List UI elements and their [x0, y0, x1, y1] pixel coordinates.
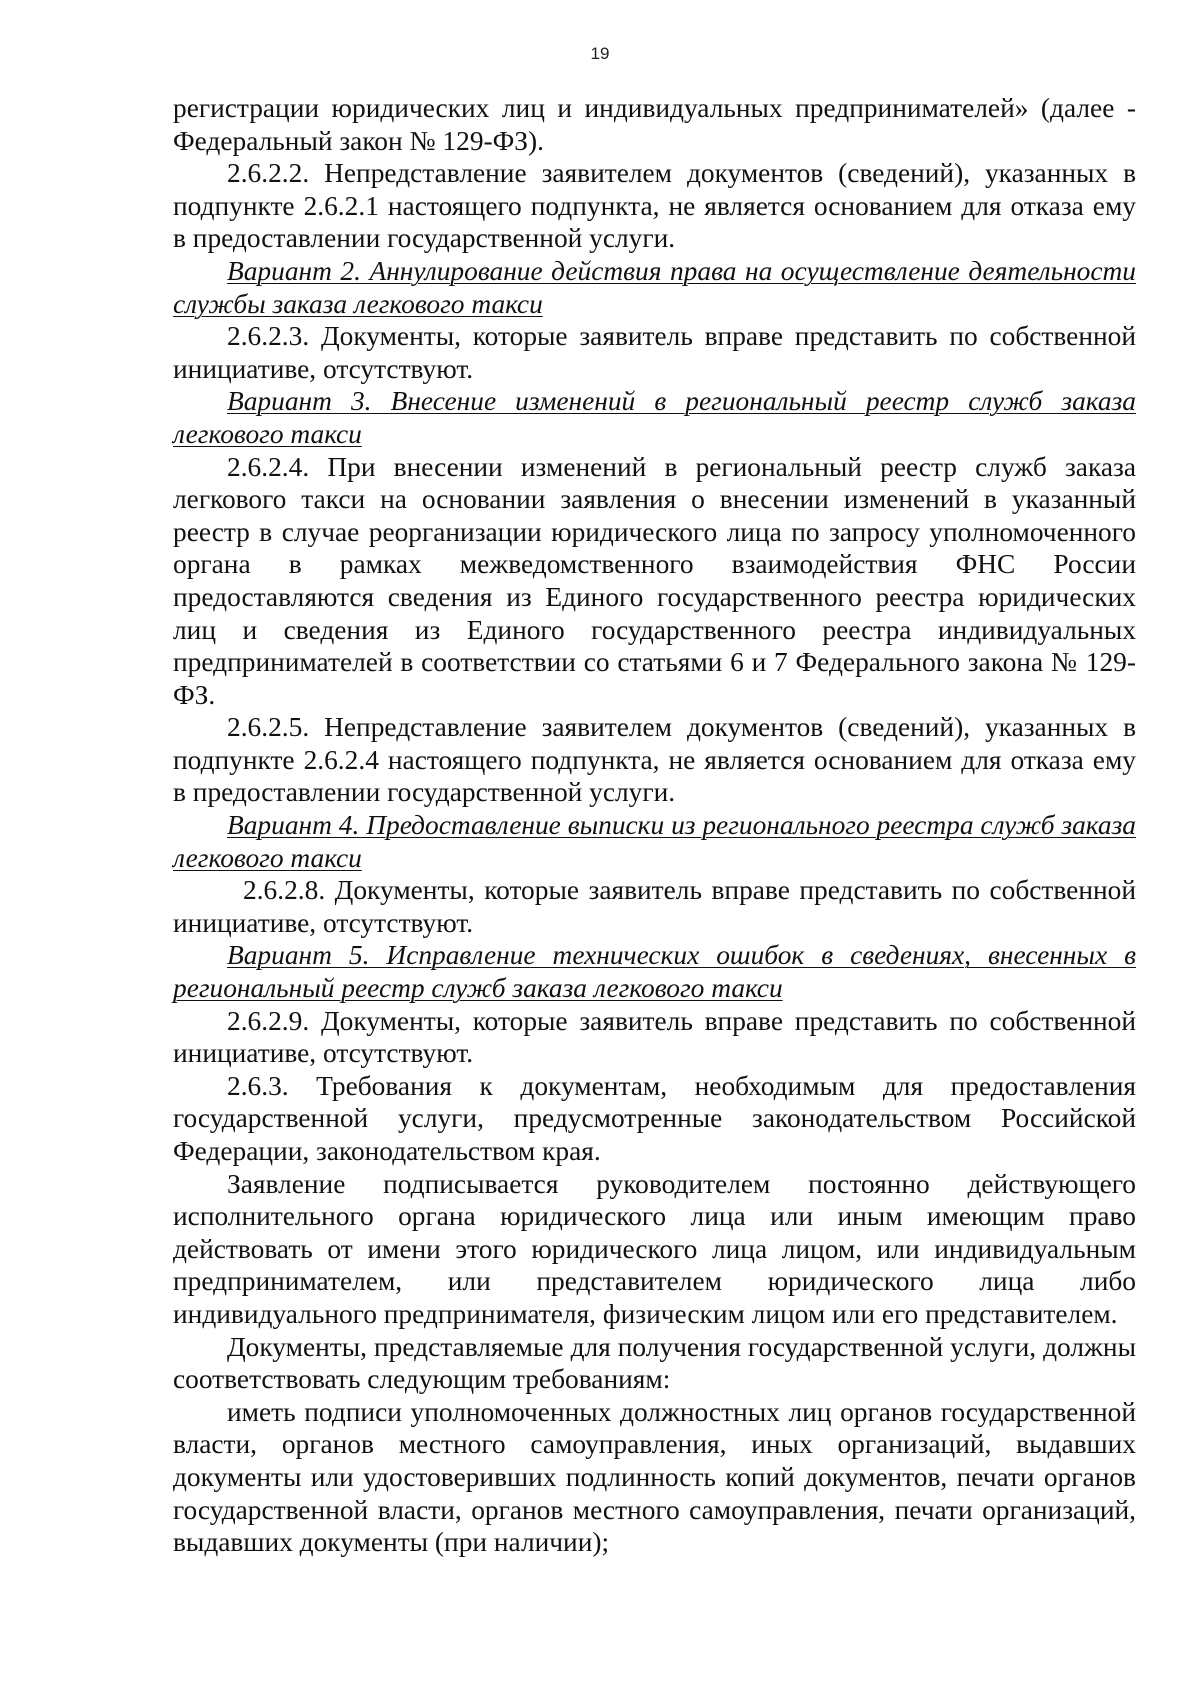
- variant-heading: Вариант 2. Аннулирование действия права на осуществление деятельности службы заказа легкового такси: [173, 255, 1136, 319]
- paragraph: 2.6.2.4. При внесении изменений в региональный реестр служб заказа легкового такси на основании заявления о внесении изменений в указанный реестр в случае реорганизации юридического лица по запросу уполномоченного органа в рамках межведомственного взаимодействия ФНС России предоставляются сведения из Единого государственного реестра юридических лиц и сведения из Единого государственного реестра индивидуальных предпринимателей в соответствии со статьями 6 и 7 Федерального закона № 129-ФЗ.: [173, 451, 1136, 710]
- paragraph: регистрации юридических лиц и индивидуальных предпринимателей» (далее - Федеральный закон № 129-ФЗ).: [173, 93, 1136, 156]
- document-body: [173, 92, 1136, 1559]
- paragraph: 2.6.2.8. Документы, которые заявитель вправе представить по собственной инициативе, отсутствуют.: [173, 875, 1136, 938]
- variant-heading: Вариант 4. Предоставление выписки из регионального реестра служб заказа легкового такси: [173, 810, 1136, 873]
- paragraph: 2.6.2.9. Документы, которые заявитель вправе представить по собственной инициативе, отсутствуют.: [173, 1005, 1136, 1069]
- paragraph: иметь подписи уполномоченных должностных лиц органов государственной власти, органов местного самоуправления, иных организаций, выдавших документы или удостоверивших подлинность копий документов, печати органов государственной власти, органов местного самоуправления, печати организаций, выдавших документы (при наличии);: [173, 1396, 1136, 1558]
- paragraph: 2.6.2.5. Непредставление заявителем документов (сведений), указанных в подпункте 2.6.2.4 настоящего подпункта, не является основанием для отказа ему в предоставлении государственной услуги.: [173, 712, 1136, 808]
- page-number: 19: [590, 44, 610, 63]
- variant-heading: Вариант 5. Исправление технических ошибок в сведениях, внесенных в региональный реестр служб заказа легкового такси: [173, 940, 1136, 1004]
- paragraph: 2.6.2.2. Непредставление заявителем документов (сведений), указанных в подпункте 2.6.2.1 настоящего подпункта, не является основанием для отказа ему в предоставлении государственной услуги.: [173, 158, 1136, 254]
- paragraph: 2.6.3. Требования к документам, необходимым для предоставления государственной услуги, предусмотренные законодательством Российской Федерации, законодательством края.: [173, 1070, 1136, 1166]
- variant-heading: Вариант 3. Внесение изменений в региональный реестр служб заказа легкового такси: [173, 386, 1136, 449]
- paragraph: Документы, представляемые для получения государственной услуги, должны соответствовать следующим требованиям:: [173, 1331, 1136, 1395]
- paragraph: Заявление подписывается руководителем постоянно действующего исполнительного органа юридического лица или иным имеющим право действовать от имени этого юридического лица лицом, или индивидуальным предпринимателем, или представителем юридического лица либо индивидуального предпринимателя, физическим лицом или его представителем.: [173, 1168, 1136, 1329]
- paragraph: 2.6.2.3. Документы, которые заявитель вправе представить по собственной инициативе, отсутствуют.: [173, 321, 1136, 384]
